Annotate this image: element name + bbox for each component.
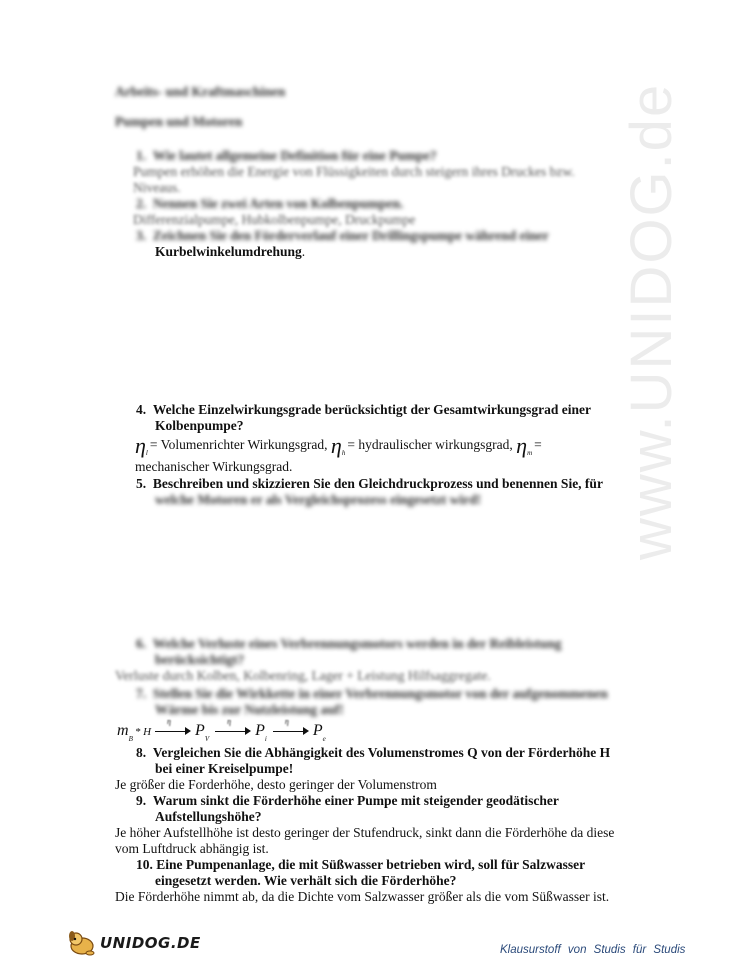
question-8-line2: bei einer Kreiselpumpe!	[155, 761, 294, 776]
footer-tagline: Klausurstoff von Studis für Studis	[500, 944, 686, 956]
question-10-line2: eingesetzt werden. Wie verhält sich die Förderhöhe?	[155, 873, 457, 888]
question-6: 6. Welche Verluste eines Verbrennungsmotors werden in der Reibleistung	[136, 636, 562, 651]
question-5-line2: welche Motoren er als Vergleichsprozess eingesetzt wird!	[155, 492, 482, 507]
question-7-line2: Wärme bis zur Nutzleistung auf!	[155, 702, 344, 717]
question-3: 3. Zeichnen Sie den Förderverlauf einer Drillingspumpe während einer	[136, 228, 549, 243]
document-header: Arbeits- und Kraftmaschinen	[115, 84, 286, 99]
answer-4: $\eta_l=$ Volumenrichter Wirkungsgrad, $\eta_h=$ hydraulischer wirkungsgrad, $\eta_m=$	[135, 433, 542, 458]
question-2: 2. Nennen Sie zwei Arten von Kolbenpumpen.	[136, 196, 404, 211]
arrow-2: η	[215, 726, 251, 736]
dog-icon	[66, 928, 102, 958]
question-1: 1. Wie lautet allgemeine Definition für eine Pumpe?	[136, 148, 437, 163]
question-10: 10. Eine Pumpenanlage, die mit Süßwasser betrieben wird, soll für Salzwasser	[136, 857, 586, 872]
question-4-line2: Kolbenpumpe?	[155, 418, 244, 433]
question-8: 8. Vergleichen Sie die Abhängigkeit des Volumenstromes Q von der Förderhöhe H	[136, 745, 611, 760]
efficiency-chain-formula: $m_B*$ H η $P_V$ η $P_i$ η $P_e$	[117, 717, 326, 743]
section-title: Pumpen und Motoren	[115, 114, 243, 129]
answer-1: Pumpen erhöhen die Energie von Flüssigkeiten durch steigern ihres Druckes bzw. Niveaus.	[133, 164, 575, 195]
question-9: 9. Warum sinkt die Förderhöhe einer Pumpe mit steigender geodätischer	[136, 793, 559, 808]
answer-8: Je größer die Forderhöhe, desto geringer der Volumenstrom	[115, 777, 437, 792]
answer-4-line2: mechanischer Wirkungsgrad.	[135, 459, 293, 474]
answer-10: Die Förderhöhe nimmt ab, da die Dichte vom Salzwasser größer als die vom Süßwasser ist.	[115, 889, 610, 904]
answer-6: Verluste durch Kolben, Kolbenring, Lager + Leistung Hilfsaggregate.	[115, 668, 491, 683]
watermark-text: www.UNIDOG.de	[619, 82, 684, 560]
arrow-3: η	[273, 726, 309, 736]
question-3-line2: Kurbelwinkelumdrehung.	[155, 244, 306, 259]
question-4: 4. Welche Einzelwirkungsgrade berücksichtigt der Gesamtwirkungsgrad einer	[136, 402, 591, 417]
question-6-line2: berücksichtigt?	[155, 652, 245, 667]
arrow-1: η	[155, 726, 191, 736]
answer-9: Je höher Aufstellhöhe ist desto geringer der Stufendruck, sinkt dann die Förderhöhe da diese	[115, 825, 615, 840]
question-9-line2: Aufstellungshöhe?	[155, 809, 262, 824]
question-7: 7. Stellen Sie die Wirkkette in einer Verbrennungsmotor von der aufgenommenen	[136, 686, 608, 701]
question-5: 5. Beschreiben und skizzieren Sie den Gleichdruckprozess und benennen Sie, für	[136, 476, 603, 491]
unidog-logo[interactable]: UNIDOG.DE	[66, 928, 196, 958]
answer-9-line2: vom Luftdruck abhängig ist.	[115, 841, 269, 856]
answer-2: Differenzialpumpe, Hubkolbenpumpe, Druckpumpe	[133, 212, 416, 227]
